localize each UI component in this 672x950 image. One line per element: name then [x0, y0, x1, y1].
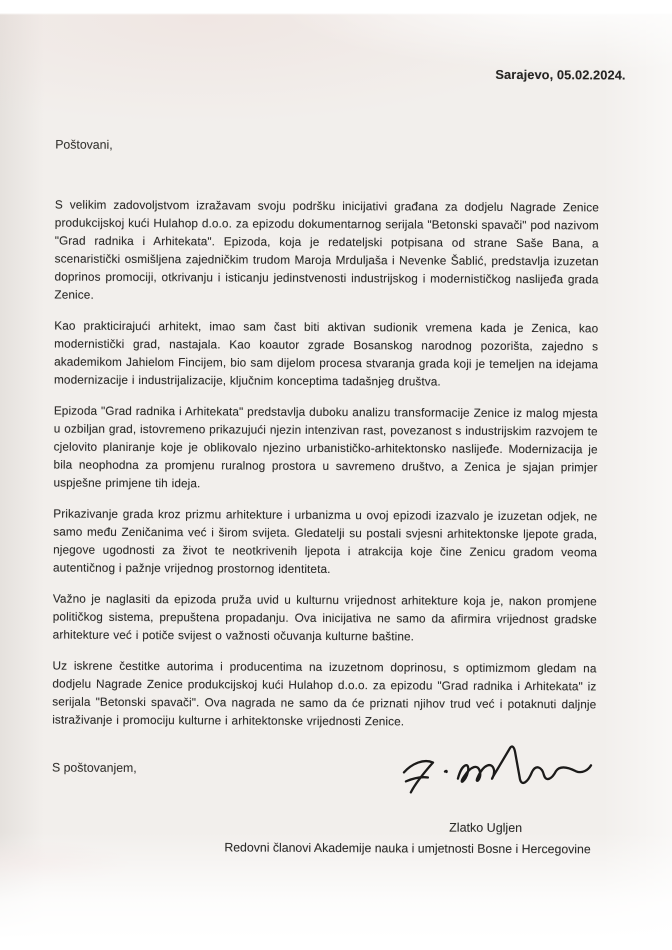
letter-paragraph: Kao prakticirajući arhitekt, imao sam čast biti aktivan sudionik vremena kada je Zenica, kao modernistički grad, nastajala. Kao koautor zgrade Bosanskog narodnog pozorišta, zajedno s akademikom Jahielom Fincijem, bio sam dijelom procesa stvaranja grada koji je temeljen na idejama modernizacije i industrijalizacije, ključnim konceptima tadašnjeg društva.: [53, 318, 599, 389]
letter-paragraph: Epizoda "Grad radnika i Arhitekata" predstavlja duboku analizu transformacije Zenice iz malog mjesta u ozbiljan grad, istovremeno prikazujući njezin intenzivan rast, povezanost s industrijskim razvojem te cjelovito planiranje koje je oblikovalo njezino urbanističko-arhitektonsko naslijeđe. Modernizacija je bila neophodna za promjenu ruralnog prostora u savremeno društvo, a Zenica je sjajan primjer uspješne primjene tih ideja.: [53, 403, 598, 491]
letter-body: [52, 196, 599, 732]
letter-paragraph: S velikim zadovoljstvom izražavam svoju podršku inicijativi građana za dodjelu Nagrade Zenice produkcijskoj kući Hulahop d.o.o. za epizodu dokumentarnog serijala "Betonski spavači" pod nazivom "Grad radnika i Arhitekata". Epizoda, koja je redateljski potpisana od strane Saše Bana, a scenaristički osmišljena zajedničkim trudom Maroja Mrduljaša i Nevenke Šablić, predstavlja izuzetan doprinos promociji, otkrivanju i isticanju jedinstvenosti industrijskog i modernističkog naslijeđa grada Zenice.: [54, 197, 599, 302]
signer-name: Zlatko Ugljen: [449, 820, 523, 835]
letter-paragraph: Važno je naglasiti da epizoda pruža uvid u kulturnu vrijednost arhitekture koja je, nakon promjene političkog sistema, prepuštena propadanju. Ova inicijativa ne samo da afirmira vrijednost gradske arhitekture već i potiče svijest o važnosti očuvanja kulturne baštine.: [52, 591, 597, 644]
closing-row: [52, 759, 596, 780]
closing: S poštovanjem,: [51, 760, 137, 775]
salutation: Poštovani,: [55, 137, 113, 152]
signer-title: Redovni članovi Akademije nauka i umjetnosti Bosne i Hercegovine: [224, 840, 591, 857]
letter-paragraph: Uz iskrene čestitke autorima i producentima na izuzetnom doprinosu, s optimizmom gledam na dodjelu Nagrade Zenice produkcijskoj kući Hulahop d.o.o. za epizodu "Grad radnika i Arhitekata" iz serijala "Betonski spavači". Ova nagrada ne samo da će priznati njihov trud već i potaknuti daljnje istraživanje i promociju kulturne i arhitektonske vrijednosti Zenice.: [52, 658, 597, 729]
letter-paragraph: Prikazivanje grada kroz prizmu arhitekture i urbanizma u ovoj epizodi izazvalo je izuzetan odjek, ne samo među Zeničanima već i širom svijeta. Gledatelji su postali svjesni arhitektonske ljepote grada, njegove ugodnosti za život te neotkrivenih ljepota i atrakcija koje čine Zenicu gradom veoma autentičnog i pažnje vrijednog prostornog identiteta.: [52, 506, 598, 576]
handwritten-signature: [398, 740, 598, 807]
dateline: Sarajevo, 05.02.2024.: [495, 66, 626, 83]
